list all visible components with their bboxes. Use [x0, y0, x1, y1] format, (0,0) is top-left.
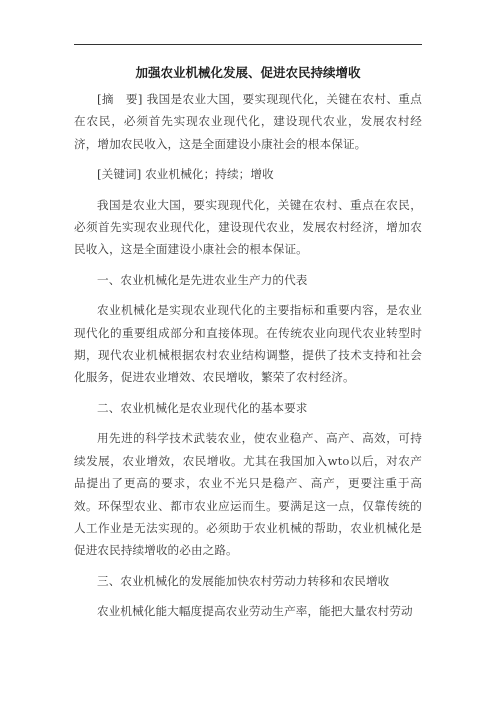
- document-body: [74, 88, 422, 631]
- header-rule: [74, 44, 422, 45]
- abstract-paragraph: [摘 要] 我国是农业大国，要实现现代化，关键在农村、重点在农民，必须首先实现农业现代化，建设现代农业，发展农村经济，增加农民收入，这是全面建设小康社会的根本保证。: [74, 92, 422, 151]
- intro-paragraph: 我国是农业大国，要实现现代化，关键在农村、重点在农民，必须首先实现农业现代化，建设现代农业，发展农村经济，增加农民收入，这是全面建设小康社会的根本保证。: [74, 197, 422, 257]
- section-paragraph-3: 农业机械化能大幅度提高农业劳动生产率，能把大量农村劳动: [97, 604, 413, 619]
- section-paragraph-2: 用先进的科学技术武装农业，使农业稳产、高产、高效，可持续发展，农业增效，农民增收。尤其在我国加入wto以后，对农产品提出了更高的要求，农业不光只是稳产、高产，更要注重于高效。环保型农业、都市农业应运而生。要满足这一点，仅靠传统的人工作业是无法实现的。必须助于农业机械的帮助，农业机械化是促进农民持续增收的必由之路。: [74, 431, 422, 558]
- keywords-paragraph: [关键词] 农业机械化；持续；增收: [97, 167, 274, 182]
- section-heading-3: 三、农业机械化的发展能加快农村劳动力转移和农民增收: [97, 573, 390, 588]
- section-heading-1: 一、农业机械化是先进农业生产力的代表: [97, 272, 308, 287]
- document-title: 加强农业机械化发展、促进农民持续增收: [135, 65, 361, 80]
- section-paragraph-1: 农业机械化是实现农业现代化的主要指标和重要内容，是农业现代化的重要组成部分和直接体现。在传统农业向现代农业转型时期，现代农业机械根据农村农业结构调整，提供了技术支持和社会化服务，促进农业增效、农民增收，繁荣了农村经济。: [74, 303, 422, 385]
- section-heading-2: 二、农业机械化是农业现代化的基本要求: [97, 400, 308, 415]
